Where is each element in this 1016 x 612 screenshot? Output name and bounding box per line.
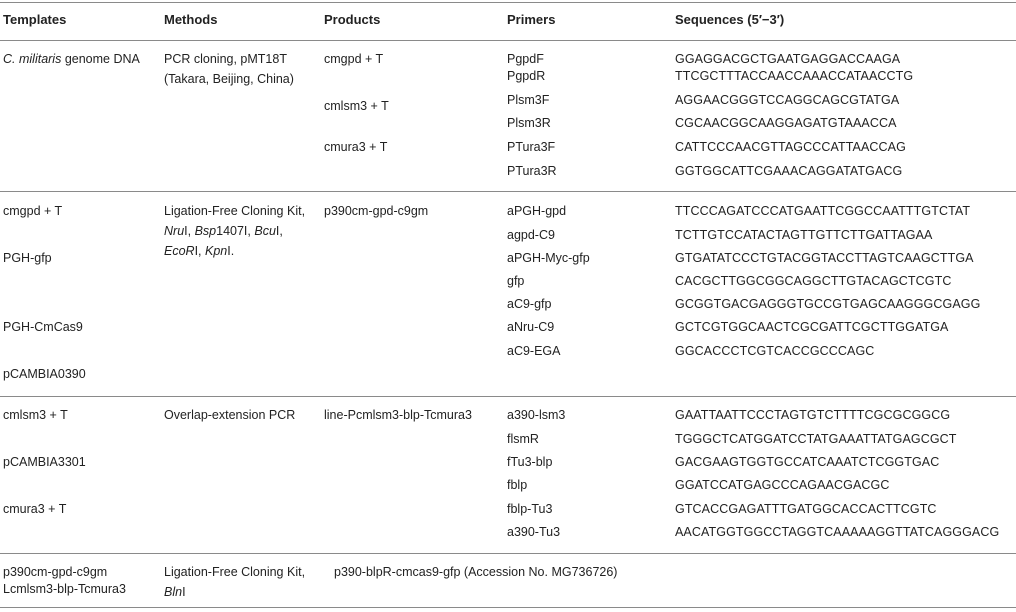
primer-sequence: AGGAACGGGTCCAGGCAGCGTATGA	[675, 93, 900, 107]
group1-method: PCR cloning, pMT18T (Takara, Beijing, China)	[164, 52, 294, 86]
group2-template: cmgpd + T	[3, 204, 63, 218]
primer-name: aC9-gfp	[507, 297, 552, 311]
primer-name: Plsm3R	[507, 116, 551, 130]
header-bottom-rule	[0, 40, 1016, 41]
group2-template: PGH-CmCas9	[3, 320, 83, 334]
primer-sequence: GACGAAGTGGTGCCATCAAATCTCGGTGAC	[675, 455, 940, 469]
primer-sequence: GGAGGACGCTGAATGAGGACCAAGA	[675, 52, 901, 66]
primer-name: Plsm3F	[507, 93, 550, 107]
group4-template: Lcmlsm3-blp-Tcmura3	[3, 582, 126, 596]
group-divider	[0, 396, 1016, 397]
group1-template	[3, 49, 153, 69]
table-top-rule	[0, 2, 1016, 3]
header-sequences: Sequences (5′−3′)	[675, 12, 785, 27]
header-templates: Templates	[3, 12, 67, 27]
primer-sequence: GAATTAATTCCCTAGTGTCTTTTCGCGCGGCG	[675, 408, 951, 422]
primer-name: PgpdF	[507, 52, 544, 66]
header-products: Products	[324, 12, 381, 27]
group2-template: PGH-gfp	[3, 251, 52, 265]
group2-product: p390cm-gpd-c9gm	[324, 204, 429, 218]
primer-sequence: GCGGTGACGAGGGTGCCGTGAGCAAGGGCGAGG	[675, 297, 981, 311]
primer-sequence: TTCCCAGATCCCATGAATTCGGCCAATTTGTCTAT	[675, 204, 971, 218]
header-methods: Methods	[164, 12, 218, 27]
header-primers: Primers	[507, 12, 556, 27]
primer-sequence: GGATCCATGAGCCCAGAACGACGC	[675, 478, 890, 492]
group-divider	[0, 191, 1016, 192]
primer-name: PTura3F	[507, 140, 556, 154]
primer-sequence: GGTGGCATTCGAAACAGGATATGACG	[675, 164, 903, 178]
species-name: C. militaris	[3, 52, 62, 66]
primer-sequence: GTGATATCCCTGTACGGTACCTTAGTCAAGCTTGA	[675, 251, 974, 265]
primer-sequence: CACGCTTGGCGGCAGGCTTGTACAGCTCGTC	[675, 274, 952, 288]
primer-name: a390-lsm3	[507, 408, 566, 422]
group1-product: cmlsm3 + T	[324, 99, 389, 113]
group4-template: p390cm-gpd-c9gm	[3, 565, 108, 579]
primer-sequence: TGGGCTCATGGATCCTATGAAATTATGAGCGCT	[675, 432, 957, 446]
primer-name: aPGH-Myc-gfp	[507, 251, 590, 265]
primer-name: aNru-C9	[507, 320, 555, 334]
group1-product: cmura3 + T	[324, 140, 388, 154]
group4-method: Ligation-Free Cloning Kit, BlnI	[164, 565, 306, 599]
primer-name: a390-Tu3	[507, 525, 561, 539]
primer-sequence: AACATGGTGGCCTAGGTCAAAAAGGTTATCAGGGACG	[675, 525, 1000, 539]
group3-template: pCAMBIA3301	[3, 455, 86, 469]
primer-sequence: GGCACCCTCGTCACCGCCCAGC	[675, 344, 875, 358]
primer-name: aPGH-gpd	[507, 204, 567, 218]
primer-sequence: CATTCCCAACGTTAGCCCATTAACCAG	[675, 140, 906, 154]
group3-template: cmura3 + T	[3, 502, 67, 516]
primer-sequence: GCTCGTGGCAACTCGCGATTCGCTTGGATGA	[675, 320, 949, 334]
primer-name: aC9-EGA	[507, 344, 561, 358]
primer-name: flsmR	[507, 432, 539, 446]
group2-method: Ligation-Free Cloning Kit, NruI, Bsp1407I, BcuI, EcoRI, KpnI.	[164, 204, 306, 258]
primer-sequence: TTCGCTTTACCAACCAAACCATAACCTG	[675, 69, 914, 83]
group4-product: p390-blpR-cmcas9-gfp (Accession No. MG736726)	[334, 565, 618, 579]
group2-template: pCAMBIA0390	[3, 367, 86, 381]
primer-sequence: TCTTGTCCATACTAGTTGTTCTTGATTAGAA	[675, 228, 933, 242]
primer-name: fblp	[507, 478, 528, 492]
primer-name: PgpdR	[507, 69, 546, 83]
group3-template: cmlsm3 + T	[3, 408, 68, 422]
primer-name: gfp	[507, 274, 525, 288]
primer-name: PTura3R	[507, 164, 557, 178]
primer-sequence: GTCACCGAGATTTGATGGCACCACTTCGTC	[675, 502, 937, 516]
primer-name: fblp-Tu3	[507, 502, 553, 516]
group3-product: line-Pcmlsm3-blp-Tcmura3	[324, 408, 472, 422]
primer-name: agpd-C9	[507, 228, 555, 242]
group-divider	[0, 553, 1016, 554]
primer-sequence: CGCAACGGCAAGGAGATGTAAACCA	[675, 116, 897, 130]
group3-method: Overlap-extension PCR	[164, 408, 296, 422]
template-suffix: genome DNA	[61, 52, 140, 66]
table-bottom-rule	[0, 607, 1016, 608]
group1-product: cmgpd + T	[324, 52, 384, 66]
primer-name: fTu3-blp	[507, 455, 553, 469]
